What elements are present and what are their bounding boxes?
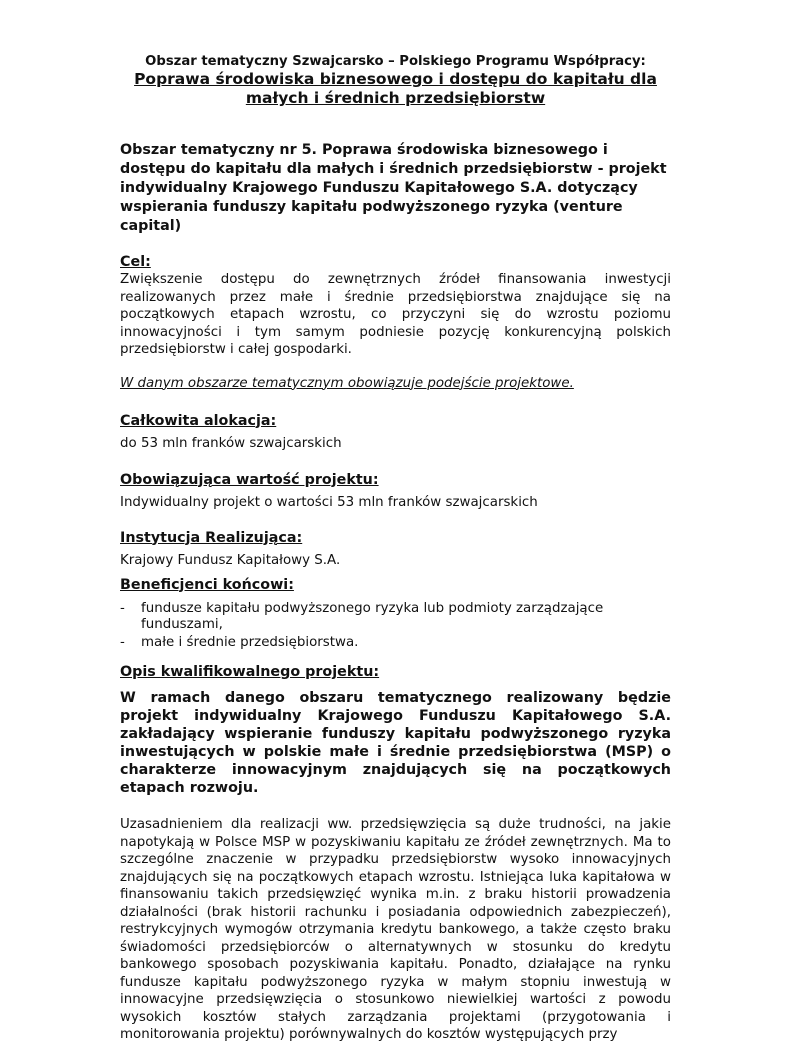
document-page bbox=[120, 0, 671, 1044]
list-item bbox=[120, 601, 671, 634]
description-bold-text: W ramach danego obszaru tematycznego realizowany będzie projekt indywidualny Krajowego Funduszu Kapitałowego S.A. zakładający wspieranie funduszy kapitału podwyższonego ryzyka inwestujących w polskie małe i średnie przedsiębiorstwa (MSP) o charakterze innowacyjnym znajdujących się na początkowych etapach rozwoju. bbox=[120, 690, 671, 796]
allocation-heading: Całkowita alokacja: bbox=[120, 412, 277, 429]
project-value-text: Indywidualny projekt o wartości 53 mln franków szwajcarskich bbox=[120, 494, 538, 510]
approach-note: W danym obszarze tematycznym obowiązuje podejście projektowe. bbox=[120, 375, 574, 391]
institution-heading: Instytucja Realizująca: bbox=[120, 529, 303, 546]
allocation-text: do 53 mln franków szwajcarskich bbox=[120, 435, 342, 451]
project-value-heading: Obowiązująca wartość projektu: bbox=[120, 471, 379, 488]
bullet-dash: - bbox=[120, 600, 125, 616]
thematic-area-title: Obszar tematyczny nr 5. Poprawa środowiska biznesowego i dostępu do kapitału dla małych i średnich przedsiębiorstw - projekt indywidualny Krajowego Funduszu Kapitałowego S.A. dotyczący wspierania funduszy kapitału podwyższonego ryzyka (venture capital) bbox=[120, 142, 667, 234]
list-item-text: fundusze kapitału podwyższonego ryzyka lub podmioty zarządzające funduszami, bbox=[141, 600, 604, 632]
area-subtitle bbox=[120, 70, 671, 108]
beneficiaries-heading: Beneficjenci końcowi: bbox=[120, 576, 294, 593]
document-header bbox=[120, 53, 671, 108]
goal-text: Zwiększenie dostępu do zewnętrznych źródeł finansowania inwestycji realizowanych przez małe i średnie przedsiębiorstwa znajdujące się na początkowych etapach wzrostu, co przyczyni się do wzrostu poziomu innowacyjności i tym samym podniesie pozycję konkurencyjną polskich przedsiębiorstw i całej gospodarki. bbox=[120, 272, 671, 357]
beneficiaries-list bbox=[120, 601, 671, 652]
description-text: Uzasadnieniem dla realizacji ww. przedsięwzięcia są duże trudności, na jakie napotykają w Polsce MSP w pozyskiwaniu kapitału ze źródeł zewnętrznych. Ma to szczególne znaczenie w przypadku przedsiębiorstw wysoko innowacyjnych znajdujących się na początkowych etapach wzrostu. Istniejąca luka kapitałowa w finansowaniu takich przedsięwzięć wynika m.in. z braku historii prowadzenia działalności (brak historii rachunku i posiadania odpowiednich zabezpieczeń), restrykcyjnych wymogów otrzymania kredytu bankowego, a także często braku świadomości przedsiębiorców o alternatywnych w stosunku do kredytu bankowego sposobach pozyskiwania kapitału. Ponadto, działające na rynku fundusze kapitału podwyższonego ryzyka w małym stopniu inwestują w innowacyjne przedsięwzięcia o stosunkowo niewielkiej wartości z powodu wysokich kosztów stałych zarządzania projektami (przygotowania i monitorowania projektu) porównywalnych do kosztów występujących przy bbox=[120, 817, 671, 1042]
bullet-dash: - bbox=[120, 634, 125, 650]
area-subtitle-line2: małych i średnich przedsiębiorstw bbox=[245, 89, 546, 107]
description-heading: Opis kwalifikowalnego projektu: bbox=[120, 664, 380, 680]
area-subtitle-line1: Poprawa środowiska biznesowego i dostępu do kapitału dla bbox=[134, 70, 657, 88]
list-item-text: małe i średnie przedsiębiorstwa. bbox=[141, 634, 359, 650]
program-title: Obszar tematyczny Szwajcarsko – Polskiego Programu Współpracy: bbox=[145, 54, 646, 69]
list-item bbox=[120, 635, 671, 652]
institution-text: Krajowy Fundusz Kapitałowy S.A. bbox=[120, 552, 341, 568]
goal-heading: Cel: bbox=[120, 254, 151, 270]
